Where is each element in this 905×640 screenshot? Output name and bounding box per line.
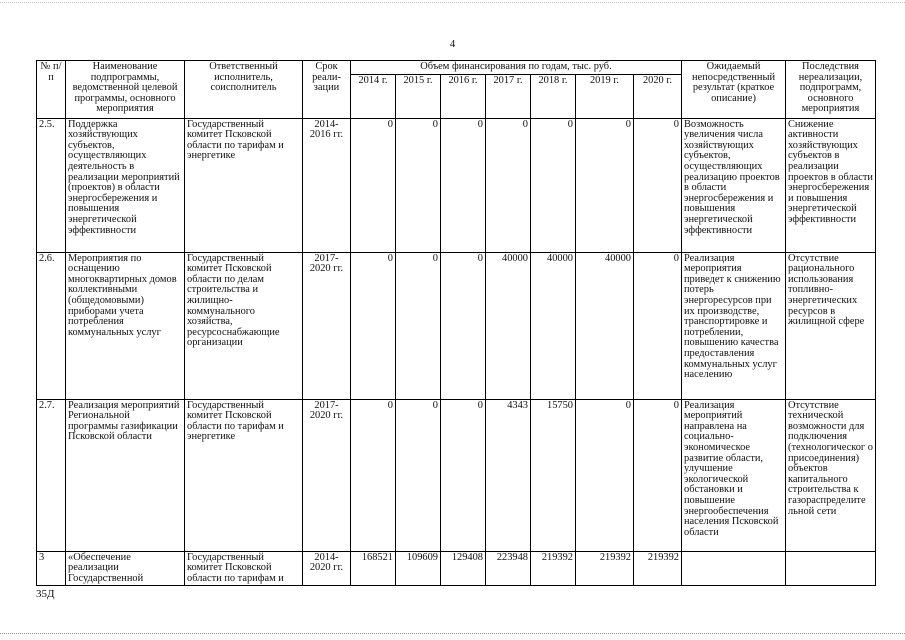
- row-result: Реализация мероприятия приведет к снижению потерь энергоресурсов при их производстве, транспортировке и потреблении, повышению качества предоставления коммунальных услуг населению: [682, 252, 786, 399]
- row-value: 15750: [531, 399, 576, 551]
- row-consequences: [786, 551, 876, 586]
- header-consequences: Последствия нереализации, подпрограмм, основного мероприятия: [786, 61, 876, 119]
- scan-edge-top: [0, 2, 905, 3]
- row-executor: Государственный комитет Псковской области по делам строительства и жилищно-коммунального хозяйства, ресурсоснабжающие организации: [185, 252, 303, 399]
- footer-code: 35Д: [36, 588, 55, 600]
- row-value: 40000: [531, 252, 576, 399]
- row-value: 0: [441, 118, 486, 252]
- header-term: Срок реали-зации: [303, 61, 351, 119]
- header-funding: Объем финансирования по годам, тыс. руб.: [351, 61, 682, 75]
- row-executor: Государственный комитет Псковской области по тарифам и энергетике: [185, 399, 303, 551]
- row-num: 2.5.: [37, 118, 66, 252]
- row-value: 219392: [531, 551, 576, 586]
- row-executor: Государственный комитет Псковской области по тарифам и энергетике: [185, 118, 303, 252]
- row-value: 0: [486, 118, 531, 252]
- row-name: «Обеспечение реализации Государственной: [66, 551, 185, 586]
- row-value: 0: [396, 399, 441, 551]
- row-num: 3: [37, 551, 66, 586]
- scan-edge-bottom: [0, 633, 905, 634]
- row-value: 0: [441, 399, 486, 551]
- program-table: [36, 60, 876, 586]
- header-year: 2018 г.: [531, 74, 576, 118]
- page-number: 4: [449, 38, 456, 50]
- header-year: 2017 г.: [486, 74, 531, 118]
- table-row: [37, 252, 876, 399]
- row-value: 0: [396, 252, 441, 399]
- row-result: Возможность увеличения числа хозяйствующих субъектов, осуществляющих реализацию проектов в области энергосбережения и повышения энергетической эффективности: [682, 118, 786, 252]
- row-name: Поддержка хозяйствующих субъектов, осуществляющих деятельность в реализации мероприятий (проектов) в области энергосбережения и повышения энергетической эффективности: [66, 118, 185, 252]
- header-year: 2015 г.: [396, 74, 441, 118]
- table-row: [37, 399, 876, 551]
- row-value: 109609: [396, 551, 441, 586]
- row-value: 223948: [486, 551, 531, 586]
- row-consequences: Отсутствие технической возможности для подключения (технологическог о присоединения) объектов капитального строительства к газораспределите льной сети: [786, 399, 876, 551]
- table-row: [37, 118, 876, 252]
- row-term: 2017-2020 гг.: [303, 399, 351, 551]
- row-value: 0: [351, 118, 396, 252]
- row-value: 0: [634, 118, 682, 252]
- row-value: 0: [576, 399, 634, 551]
- row-value: 40000: [576, 252, 634, 399]
- row-value: 0: [351, 252, 396, 399]
- row-value: 0: [576, 118, 634, 252]
- row-name: Реализация мероприятий Региональной программы газификации Псковской области: [66, 399, 185, 551]
- row-executor: Государственный комитет Псковской области по тарифам и: [185, 551, 303, 586]
- row-value: 0: [634, 399, 682, 551]
- row-num: 2.7.: [37, 399, 66, 551]
- header-year: 2019 г.: [576, 74, 634, 118]
- row-term: 2014-2020 гг.: [303, 551, 351, 586]
- row-term: 2014-2016 гг.: [303, 118, 351, 252]
- header-result: Ожидаемый непосредственный результат (краткое описание): [682, 61, 786, 119]
- row-value: 4343: [486, 399, 531, 551]
- header-executor: Ответственный исполнитель, соисполнитель: [185, 61, 303, 119]
- row-value: 219392: [576, 551, 634, 586]
- row-num: 2.6.: [37, 252, 66, 399]
- row-value: 0: [531, 118, 576, 252]
- header-year: 2014 г.: [351, 74, 396, 118]
- row-value: 219392: [634, 551, 682, 586]
- row-consequences: Снижение активности хозяйствующих субъектов в реализации проектов в области энергосбережения и повышения энергетической эффективности: [786, 118, 876, 252]
- row-value: 0: [396, 118, 441, 252]
- row-result: Реализация мероприятий направлена на социально-экономическое развитие области, улучшение экологической обстановки и повышение энергообеспечения населения Псковской области: [682, 399, 786, 551]
- row-consequences: Отсутствие рационального использования топливно-энергетических ресурсов в жилищной сфере: [786, 252, 876, 399]
- header-year: 2020 г.: [634, 74, 682, 118]
- header-year: 2016 г.: [441, 74, 486, 118]
- row-value: 0: [441, 252, 486, 399]
- row-value: 0: [634, 252, 682, 399]
- header-name: Наименование подпрограммы, ведомственной целевой программы, основного мероприятия: [66, 61, 185, 119]
- row-term: 2017-2020 гг.: [303, 252, 351, 399]
- row-result: [682, 551, 786, 586]
- row-value: 168521: [351, 551, 396, 586]
- row-value: 40000: [486, 252, 531, 399]
- row-name: Мероприятия по оснащению многоквартирных домов коллективными (общедомовыми) приборами учета потребления коммунальных услуг: [66, 252, 185, 399]
- header-num: № п/п: [37, 61, 66, 119]
- row-value: 0: [351, 399, 396, 551]
- table-row: [37, 551, 876, 586]
- row-value: 129408: [441, 551, 486, 586]
